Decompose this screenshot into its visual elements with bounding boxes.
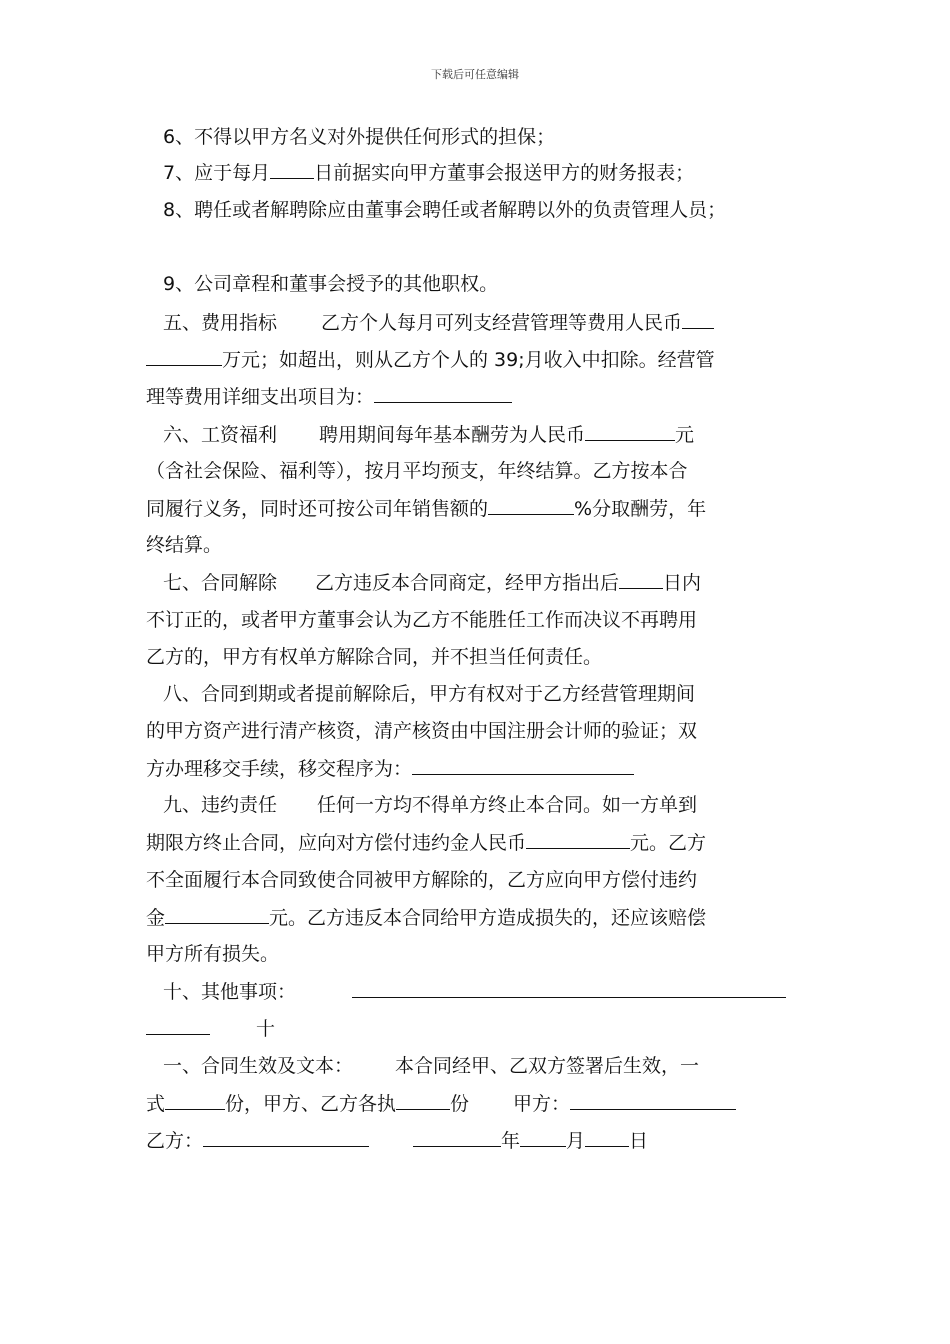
blank-field[interactable] (203, 1128, 369, 1147)
text-line (146, 533, 222, 557)
blank-field[interactable] (146, 1016, 210, 1035)
blank-field[interactable] (520, 1128, 566, 1147)
text-line (146, 1016, 275, 1041)
text-line (146, 645, 602, 669)
blank-field[interactable] (488, 496, 574, 515)
blank-field[interactable] (682, 310, 714, 329)
blank-field[interactable] (413, 1128, 501, 1147)
text-line (163, 570, 701, 595)
line-text: 一、合同生效及文本： (163, 1055, 354, 1077)
line-text: 甲方： (513, 1093, 571, 1115)
text-line (163, 979, 786, 1004)
line-text: 终结算。 (146, 534, 223, 556)
text-line (146, 942, 279, 966)
text-line (146, 384, 512, 409)
line-text: 方办理移交手续，移交程序为： (146, 758, 413, 780)
line-text: 日内 (663, 572, 702, 594)
line-text: 甲方所有损失。 (146, 943, 280, 965)
text-line (146, 756, 634, 781)
line-text: 8、聘任或者解聘除应由董事会聘任或者解聘以外的负责管理人员； (163, 199, 727, 221)
blank-field[interactable] (585, 422, 675, 441)
line-text: （含社会保险、福利等），按月平均预支，年终结算。乙方按本合 (146, 460, 688, 482)
line-text: %分取酬劳，年 (574, 498, 707, 520)
line-text: 的甲方资产进行清产核资，清产核资由中国注册会计师的验证；双 (146, 720, 698, 742)
text-line (163, 422, 694, 447)
text-line (146, 1128, 648, 1153)
line-text: 六、工资福利 (163, 424, 278, 446)
text-line (146, 608, 697, 632)
page-header: 下载后可任意编辑 (431, 68, 519, 81)
text-line (163, 125, 555, 149)
text-line (163, 310, 714, 335)
line-text: 本合同经甲、乙双方签署后生效，一 (395, 1055, 700, 1077)
text-line (163, 272, 498, 296)
line-text: 十 (256, 1018, 276, 1040)
text-line (146, 868, 697, 892)
text-line (163, 198, 726, 222)
blank-field[interactable] (619, 570, 663, 589)
blank-field[interactable] (352, 979, 786, 998)
line-text: 不订正的，或者甲方董事会认为乙方不能胜任工作而决议不再聘用 (146, 609, 698, 631)
line-text: 不全面履行本合同致使合同被甲方解除的，乙方应向甲方偿付违约 (146, 869, 698, 891)
text-line (146, 719, 697, 743)
text-line (146, 830, 706, 855)
line-text: 五、费用指标 (163, 312, 278, 334)
line-text: 乙方： (146, 1130, 204, 1152)
line-text: 理等费用详细支出项目为： (146, 386, 375, 408)
text-line (146, 905, 706, 930)
line-text: 9、公司章程和董事会授予的其他职权。 (163, 273, 499, 295)
line-text: 乙方违反本合同商定，经甲方指出后 (315, 572, 620, 594)
blank-field[interactable] (585, 1128, 629, 1147)
blank-field[interactable] (165, 1091, 225, 1110)
line-text: 万元；如超出，则从乙方个人的 39;月收入中扣除。经营管 (222, 349, 715, 371)
line-text: 九、违约责任 (163, 794, 278, 816)
line-text: 期限方终止合同，应向对方偿付违约金人民币 (146, 832, 527, 854)
line-text: 年 (501, 1130, 521, 1152)
line-text: 元。乙方违反本合同给甲方造成损失的，还应该赔偿 (269, 907, 707, 929)
blank-field[interactable] (570, 1091, 736, 1110)
line-text: 式 (146, 1093, 166, 1115)
line-text: 日前据实向甲方董事会报送甲方的财务报表； (314, 162, 695, 184)
text-line (146, 1091, 736, 1116)
line-text: 份，甲方、乙方各执 (225, 1093, 397, 1115)
line-text: 任何一方均不得单方终止本合同。如一方单到 (317, 794, 698, 816)
line-text: 聘用期间每年基本酬劳为人民币 (319, 424, 586, 446)
line-text: 乙方的，甲方有权单方解除合同，并不担当任何责任。 (146, 646, 603, 668)
text-line (163, 160, 694, 185)
line-text: 7、应于每月 (163, 162, 271, 184)
line-text: 元。乙方 (630, 832, 707, 854)
line-text: 日 (629, 1130, 649, 1152)
blank-field[interactable] (526, 830, 630, 849)
text-line (163, 1054, 699, 1078)
line-text: 七、合同解除 (163, 572, 278, 594)
blank-field[interactable] (412, 756, 634, 775)
text-line (163, 793, 697, 817)
blank-field[interactable] (374, 384, 512, 403)
text-line (146, 347, 715, 372)
blank-field[interactable] (146, 347, 222, 366)
blank-field[interactable] (396, 1091, 450, 1110)
line-text: 同履行义务，同时还可按公司年销售额的 (146, 498, 489, 520)
blank-field[interactable] (165, 905, 269, 924)
blank-field[interactable] (270, 160, 314, 179)
line-text: 十、其他事项： (163, 981, 297, 1003)
line-text: 八、合同到期或者提前解除后，甲方有权对于乙方经营管理期间 (163, 683, 696, 705)
text-line (163, 682, 695, 706)
text-line (146, 459, 688, 483)
text-line (146, 496, 706, 521)
line-text: 6、不得以甲方名义对外提供任何形式的担保； (163, 126, 556, 148)
line-text: 乙方个人每月可列支经营管理等费用人民币 (321, 312, 683, 334)
line-text: 份 (450, 1093, 470, 1115)
line-text: 月 (566, 1130, 586, 1152)
line-text: 元 (675, 424, 695, 446)
line-text: 金 (146, 907, 166, 929)
